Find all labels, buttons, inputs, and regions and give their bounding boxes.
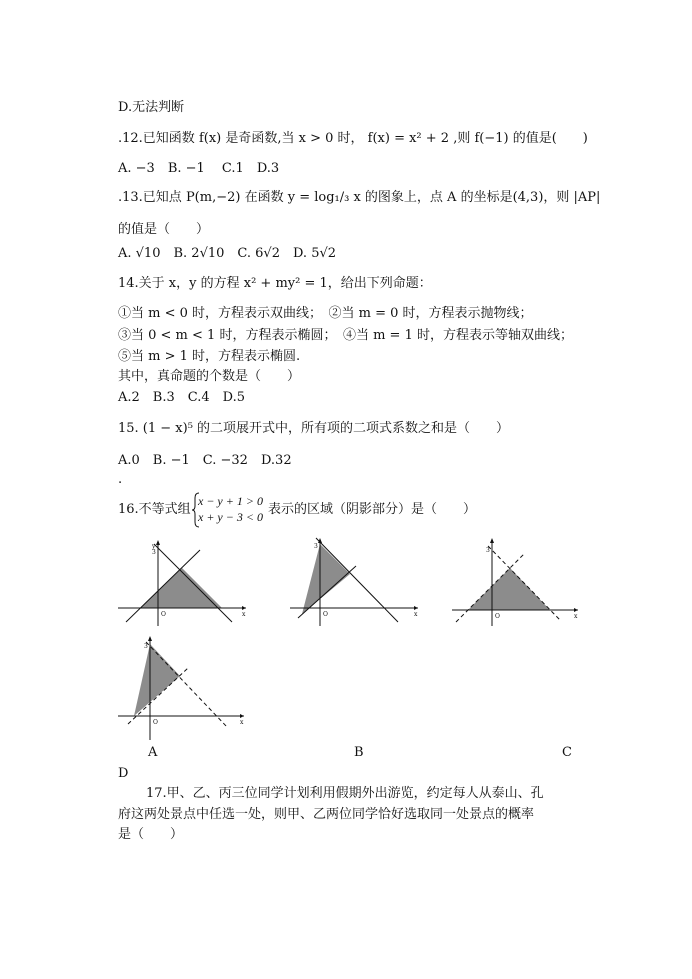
svg-text:x: x [574,613,578,620]
svg-text:O: O [495,613,500,620]
svg-text:O: O [161,611,166,618]
figure-a-shaded-region [140,568,222,608]
q14-stem: 14.关于 x，y 的方程 x² + my² = 1，给出下列命题： [118,276,432,291]
q11-option-d: D.无法判断 [118,100,185,115]
q14-ask: 其中，真命题的个数是（ ） [118,369,301,384]
figure-d [118,636,248,746]
svg-text:O: O [153,719,158,726]
svg-text:x: x [242,611,246,618]
svg-text:x: x [414,611,418,618]
figure-label-a: A [148,745,158,760]
figure-label-d: D [118,766,129,781]
svg-text:y: y [152,543,156,550]
figure-d-shaded-region [134,644,180,716]
figure-b [290,538,420,628]
inequality-system [198,493,263,525]
figure-label-b: B [354,745,364,760]
q12-options: A. −3 B. −1 C.1 D.3 [118,161,280,176]
svg-text:O: O [323,611,328,618]
q15-options: A.0 B. −1 C. −32 D.32 [118,453,292,468]
svg-text:x: x [240,719,244,726]
q13-stem: .13.已知点 P(m,−2) 在函数 y = log₁/₃ x 的图象上，点 A 的坐标是(4,3)，则 |AP| [118,190,601,205]
figure-b-shaded-region [302,544,350,614]
q16-lead: 16.不等式组 [118,502,191,517]
q15-stem: 15. (1 − x)⁵ 的二项展开式中，所有项的二项式系数之和是（ ） [118,421,510,436]
figure-a [118,538,248,628]
inequality-1: x − y + 1 > 0 [198,494,263,508]
svg-text:3: 3 [314,543,318,550]
figure-label-c: C [562,745,572,760]
svg-text:3: 3 [144,643,148,650]
figure-c [452,538,582,628]
q17-line-3: 是（ ） [118,827,184,842]
q17-line-2: 府这两处景点中任选一处，则甲、乙两位同学恰好选取同一处景点的概率 [118,807,535,822]
q14-proposition-1: ①当 m < 0 时，方程表示双曲线； ②当 m = 0 时，方程表示抛物线； [118,306,533,321]
q13-stem-cont: 的值是（ ） [118,222,210,237]
q13-options: A. √10 B. 2√10 C. 6√2 D. 5√2 [118,246,337,261]
inequality-2: x + y − 3 < 0 [198,510,263,524]
q14-proposition-3: ⑤当 m > 1 时，方程表示椭圆. [118,349,301,364]
q14-proposition-2: ③当 0 < m < 1 时，方程表示椭圆； ④当 m = 1 时，方程表示等轴双曲线； [118,328,573,343]
svg-text:3: 3 [486,547,490,554]
stray-dot: . [118,472,123,487]
q14-options: A.2 B.3 C.4 D.5 [118,390,245,405]
q12-stem: .12.已知函数 f(x) 是奇函数,当 x > 0 时， f(x) = x² + 2 ,则 f(−1) 的值是( ) [118,131,588,146]
q17-line-1: 17.甲、乙、丙三位同学计划利用假期外出游览，约定每人从泰山、孔 [146,786,544,801]
svg-text:3: 3 [152,549,156,556]
figure-c-shaded-region [468,568,550,610]
q16-tail: 表示的区域（阴影部分）是（ ） [268,502,477,517]
